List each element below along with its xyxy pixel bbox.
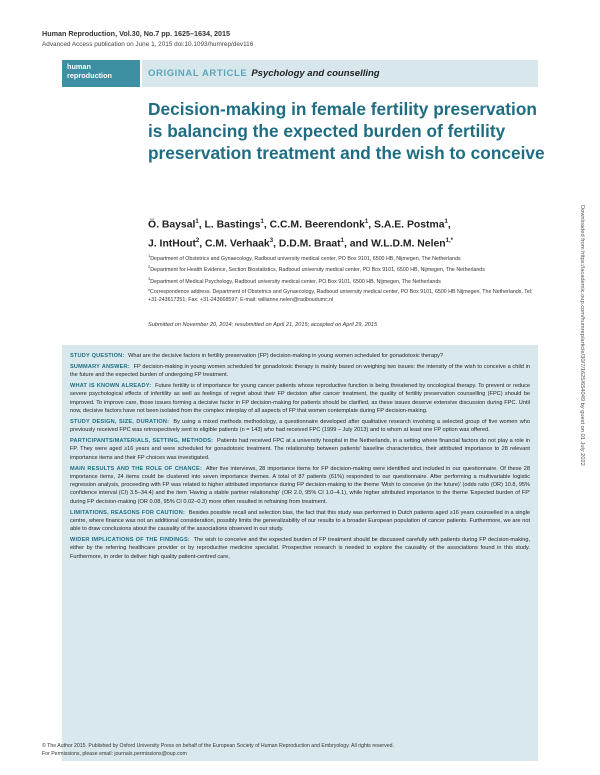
author-conjunction: and: [349, 238, 369, 250]
author-affil-ref: 3: [269, 238, 274, 245]
author: C.M. Verhaak: [205, 238, 270, 250]
abstract-heading: WIDER IMPLICATIONS OF THE FINDINGS:: [70, 537, 190, 544]
abstract-section: [70, 465, 530, 506]
author: S.A.E. Postma: [374, 219, 445, 231]
author-list: Ö. Baysal$^1$, L. Bastings$^1$, C.C.M. Beerendonk$^1$, S.A.E. Postma$^1$, J. IntHout$^2$, C.M. Verhaak$^3$, D.D.M. Braat$^1$, and W.L.D.M. Nelen$^{1,*}$: [148, 219, 453, 250]
author-affil-ref: 1: [260, 219, 264, 225]
affiliation: [148, 275, 548, 286]
logo-line-1: human: [67, 62, 91, 71]
abstract-section: [70, 437, 530, 462]
article-section: Psychology and counselling: [251, 68, 380, 79]
abstract-section: [70, 363, 530, 380]
author-affil-ref: 1: [340, 238, 344, 245]
author: J. IntHout: [148, 238, 196, 250]
structured-abstract: [62, 345, 538, 761]
abstract-heading: SUMMARY ANSWER:: [70, 363, 130, 370]
author: C.C.M. Beerendonk: [269, 219, 365, 231]
abstract-heading: MAIN RESULTS AND THE ROLE OF CHANCE:: [70, 465, 203, 472]
author: D.D.M. Braat: [278, 238, 341, 250]
logo-line-2: reproduction: [67, 70, 112, 80]
copyright-footer: [42, 743, 394, 758]
abstract-section: [70, 509, 530, 534]
submission-dates: Submitted on November 20, 2014; resubmitted on April 21, 2015; accepted on April 29, 2015: [148, 322, 378, 328]
author-affil-ref: 1: [444, 219, 448, 225]
abstract-section: [70, 352, 530, 360]
correspondence-address: *Correspondence address. Department of Obstetrics and Gynaecology, Radboud university medical center, PO Box 9101, 6500 HB Nijmegen, The Netherlands. Tel: +31-243617351; Fax: +31-243668597; E-mail: willianne.nelen@radboudumc.nl: [148, 289, 533, 303]
download-watermark: [578, 205, 586, 705]
abstract-section: [70, 418, 530, 435]
abstract-text: FP decision-making in young women scheduled for gonadotoxic therapy is mainly based on weighing two issues: the intensity of the wish to conceive a child in the future and the expected burden of undergoing FP treatment.: [70, 363, 530, 379]
affiliation-number: 3: [148, 275, 151, 281]
author-affil-ref: 1: [364, 219, 369, 225]
affiliation-text: Department of Obstetrics and Gynaecology, Radboud university medical center, PO Box 9101, 6500 HB, Nijmegen, The Netherlands: [150, 255, 461, 262]
affiliation-number: 2: [148, 264, 151, 270]
author-affil-ref: 1: [195, 219, 199, 225]
abstract-heading: WHAT IS KNOWN ALREADY:: [70, 383, 152, 390]
author: W.L.D.M. Nelen: [371, 238, 446, 250]
abstract-section: [70, 536, 530, 561]
affiliation-number: 1: [148, 253, 151, 258]
abstract-heading: STUDY QUESTION:: [70, 353, 125, 359]
abstract-text: What are the decisive factors in fertility preservation (FP) decision-making in young women scheduled for gonadotoxic therapy?: [128, 353, 444, 359]
abstract-text: The wish to conceive and the expected burden of FP treatment should be discussed carefully with patients during FP decision-making, either by the referring healthcare provider or by reproductive medicine specialist. Prospective research is needed to explore the causality of the associations found in this study. Furthermore, in order to deliver high quality patient-centred care,: [70, 537, 531, 560]
affiliation-text: Department for Health Evidence, Section Biostatistics, Radboud university medical center, PO Box 9101, 6500 HB, Nijmegen, The Netherlands: [150, 267, 485, 274]
abstract-heading: STUDY DESIGN, SIZE, DURATION:: [70, 418, 170, 425]
abstract-heading: PARTICIPANTS/MATERIALS, SETTING, METHODS:: [70, 438, 214, 445]
download-watermark-text: Downloaded from https://academic.oup.com/humrep/article/30/7/1625/654049 by guest on 01 July 2022: [579, 205, 585, 466]
abstract-section: [70, 382, 530, 415]
article-type: ORIGINAL ARTICLE: [148, 68, 248, 79]
abstract-heading: LIMITATIONS, REASONS FOR CAUTION:: [70, 509, 186, 516]
abstract-text: Besides possible recall and selection bias, the fact that this study was performed in Dutch patients aged ≥16 years counselled in a single centre, where finance was not an additional consideration, possibly limits the generalizability of our results to a broader European population of cancer patients. Furthermore, we are not able to draw conclusions about the causality of the associations observed in our study.: [70, 509, 530, 533]
journal-citation: Human Reproduction, Vol.30, No.7 pp. 1625–1634, 2015: [42, 29, 231, 38]
affiliation: [148, 252, 548, 263]
advance-access-line: Advanced Access publication on June 1, 2015 doi:10.1093/humrep/dev116: [42, 41, 254, 48]
author: L. Bastings: [204, 219, 261, 231]
abstract-text: After five interviews, 28 importance items for FP decision-making were identified and included in our questionnaire. Of these 28 importance items, 24 items could be clustered into seven importance themes. A total of 87 patients (61%) responded to our questionnaire. After performing a multivariable logistic regression analysis, proceeding with FP was related to higher attributed importance during FP decision-making to the theme 'Wish to conceive (in the future)' (odds ratio (OR) 10.8, 95% confidence interval (CI) 3.5–34.4) and the item 'Having a stable partner relationship' (OR 2.0, 95% CI 1.0–4.1), while higher attributed importance to the theme 'Expected burden of FP' during FP decision-making (OR 0.08, 95% CI 0.02–0.3) more often resulted in refraining from treatment.: [70, 465, 530, 505]
paper-title: Decision-making in female fertility preservation is balancing the expected burden of fertility preservation treatment and the wish to conceive: [148, 99, 545, 163]
abstract-text: By using a mixed methods methodology, a questionnaire developed after qualitative research involving a selected group of five women who previously received FPC was retrospectively sent to eligible patients (n = 143) who had received FPC (1999 – July 2013) and to whom at least one FP option was offered.: [70, 418, 530, 434]
copyright-line: © The Author 2015. Published by Oxford University Press on behalf of the European Society of Human Reproduction and Embryology. All rights reserved.: [42, 743, 394, 749]
affiliations: [148, 252, 548, 286]
journal-logo: [62, 60, 140, 87]
affiliation-text: Department of Medical Psychology, Radboud university medical center, PO Box 9101, 6500 HB, Nijmegen, The Netherlands: [150, 278, 441, 285]
affiliation: [148, 263, 548, 274]
author-affil-ref: 1,*: [445, 238, 453, 245]
article-type-band: [142, 60, 538, 87]
abstract-text: Patients had received FPC at a university hospital in the Netherlands, in a setting where financial factors do not play a role in FP. They were aged ≥16 years and were scheduled for gonadotoxic treatment. The relationship between patients' baseline characteristics, their attributed importance to 28 relevant importance items and their FP choices was investigated.: [70, 438, 530, 461]
abstract-text: Future fertility is of importance for young cancer patients whose reproductive function is being threatened by oncological therapy. To prevent or reduce severe psychological effects of infertility as well as feelings of regret about their FP decision after cancer treatment, the quality of fertility preservation counselling (FPC) should be improved. To improve care, those issues forming a decisive factor in FP decision-making for patients should be clarified, as these issues deserve extensive discussion during FPC. Until now, decisive factors have not been isolated from the complex interplay of all aspects of FP that women contemplate during FP decision-making.: [70, 383, 531, 414]
author: Ö. Baysal: [148, 219, 196, 231]
permissions-line: For Permissions, please email: journals.permissions@oup.com: [42, 750, 187, 757]
author-affil-ref: 2: [195, 238, 200, 245]
